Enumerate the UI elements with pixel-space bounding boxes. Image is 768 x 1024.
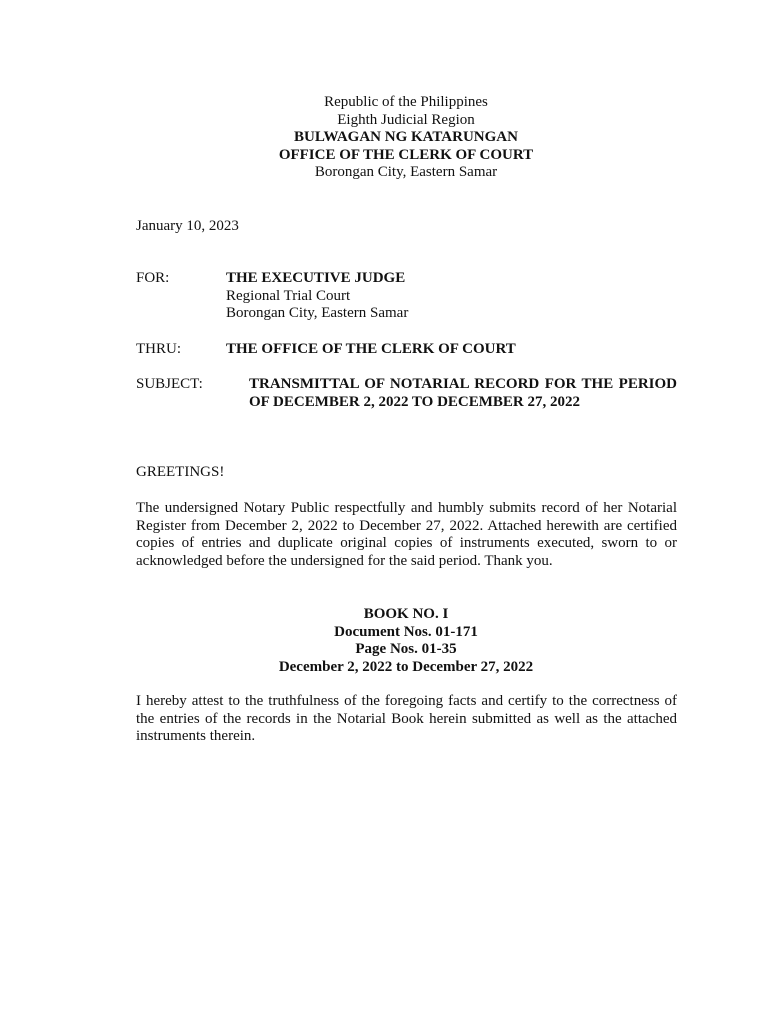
for-recipient (226, 270, 626, 323)
page-numbers: Page Nos. 01-35 (355, 641, 457, 657)
letterhead-location: Borongan City, Eastern Samar (314, 164, 498, 180)
document-numbers: Document Nos. 01-171 (334, 623, 478, 640)
body-paragraph-submission: The undersigned Notary Public respectfully and humbly submits record of her Notarial Register from December 2, 2022 to December 27, 2022. Attached herewith are certified copies of entries and duplicate original copies of instruments executed, sworn to or acknowledged before the undersigned for the said period. Thank you. (136, 500, 677, 569)
for-label: FOR: (136, 270, 170, 286)
book-period: December 2, 2022 to December 27, 2022 (278, 658, 534, 675)
subject-value: TRANSMITTAL OF NOTARIAL RECORD FOR THE PERIOD OF DECEMBER 2, 2022 TO DECEMBER 27, 2022 (249, 376, 677, 410)
thru-label: THRU: (136, 341, 181, 357)
letterhead-republic: Republic of the Philippines (324, 94, 488, 110)
letterhead-hall-of-justice: BULWAGAN NG KATARUNGAN (294, 129, 518, 145)
recipient-court: Regional Trial Court (226, 287, 351, 304)
letterhead-region: Eighth Judicial Region (337, 111, 475, 128)
greetings: GREETINGS! (136, 464, 225, 480)
letterhead (0, 94, 768, 182)
subject-label: SUBJECT: (136, 376, 203, 392)
recipient-title: THE EXECUTIVE JUDGE (226, 270, 406, 286)
body-paragraph-attestation: I hereby attest to the truthfulness of the foregoing facts and certify to the correctness of the entries of the records in the Notarial Book herein submitted as well as the attached instruments therein. (136, 693, 677, 744)
thru-value: THE OFFICE OF THE CLERK OF COURT (226, 341, 516, 357)
book-summary (0, 606, 768, 676)
letter-date: January 10, 2023 (136, 218, 239, 234)
recipient-location: Borongan City, Eastern Samar (226, 305, 409, 321)
book-number: BOOK NO. I (363, 606, 449, 622)
letterhead-office: OFFICE OF THE CLERK OF COURT (278, 146, 534, 163)
